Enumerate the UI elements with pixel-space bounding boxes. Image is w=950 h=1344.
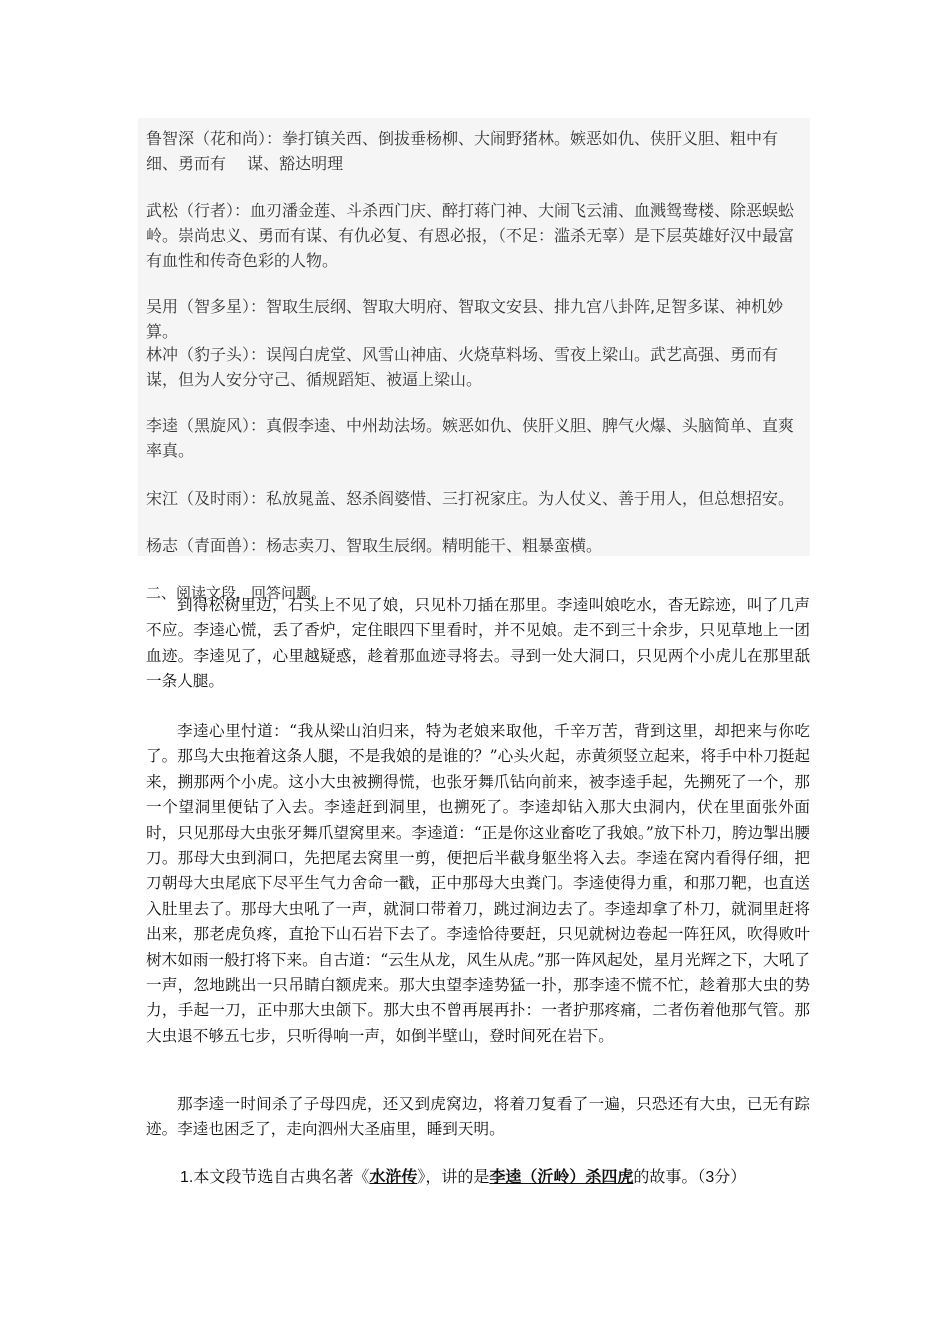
question-middle: 》，讲的是 — [417, 1169, 490, 1186]
passage-paragraph-1: 到得松树里边，石头上不见了娘，只见朴刀插在那里。李逵叫娘吃水，杳无踪迹，叫了几声不应。李逵心慌，丢了香炉，定住眼四下里看时，并不见娘。走不到三十余步，只见草地上一团血迹。李逵见了，心里越疑惑，趁着那血迹寻将去。寻到一处大洞口，只见两个小虎儿在那里舐一条人腿。 — [146, 596, 810, 691]
passage-paragraph-2: 李逵心里忖道：“我从梁山泊归来，特为老娘来取他，千辛万苦，背到这里，却把来与你吃了。那鸟大虫拖着这条人腿，不是我娘的是谁的？”心头火起，赤黄须竖立起来，将手中朴刀挺起来，搠那两个小虎。这小大虫被搠得慌，也张牙舞爪钻向前来，被李逵手起，先搠死了一个，那一个望洞里便钻了入去。李逵赶到洞里，也搠死了。李逵却钻入那大虫洞内，伏在里面张外面时，只见那母大虫张牙舞爪望窝里来。李逵道：“正是你这业畜吃了我娘。”放下朴刀，胯边掣出腰刀。那母大虫到洞口，先把尾去窝里一剪，便把后半截身躯坐将入去。李逵在窝内看得仔细，把刀朝母大虫尾底下尽平生气力舍命一戳，正中那母大虫粪门。李逵使得力重，和那刀靶，也直送入肚里去了。那母大虫吼了一声，就洞口带着刀，跳过涧边去了。李逵却拿了朴刀，就洞里赶将出来，那老虎负疼，直抢下山石岩下去了。李逵恰待要赶，只见就树边卷起一阵狂风，吹得败叶树木如雨一般打将下来。自古道：“云生从龙，风生从虎。”那一阵风起处，星月光辉之下，大吼了一声，忽地跳出一只吊睛白额虎来。那大虫望李逵势猛一扑，那李逵不慌不忙，趁着那大虫的势力，手起一刀，正中那大虫颌下。那大虫不曾再展再扑：一者护那疼痛，二者伤着他那气管。那大虫退不够五七步，只听得响一声，如倒半壁山，登时间死在岩下。 — [146, 722, 810, 1045]
passage-paragraph-3: 那李逵一时间杀了子母四虎，还又到虎窝边，将着刀复看了一遍，只恐还有大虫，已无有踪迹。李逵也困乏了，走向泗州大圣庙里，睡到天明。 — [146, 1095, 810, 1139]
character-entry-lu-zhishen: 鲁智深（花和尚）：拳打镇关西、倒拔垂杨柳、大闹野猪林。嫉恶如仇、侠肝义胆、粗中有细、勇而有 谋、豁达明理 — [146, 129, 779, 173]
question-1 — [180, 1166, 820, 1190]
question-suffix: 的故事。（3分） — [633, 1169, 747, 1186]
character-entry-yang-zhi: 杨志（青面兽）：杨志卖刀、智取生辰纲。精明能干、粗暴蛮横。 — [146, 536, 603, 555]
character-entry-wu-song: 武松（行者）：血刃潘金莲、斗杀西门庆、醉打蒋门神、大闹飞云浦、血溅鸳鸯楼、除恶蜈蚣岭。崇尚忠义、勇而有谋、有仇必复、有恩必报，（不足：滥杀无辜）是下层英雄好汉中最富有血性和传奇色彩的人物。 — [146, 201, 795, 270]
character-entry-lin-chong: 林冲（豹子头）：误闯白虎堂、风雪山神庙、火烧草料场、雪夜上梁山。武艺高强、勇而有谋，但为人安分守己、循规蹈矩、被逼上梁山。 — [146, 345, 779, 389]
section-heading: 二、阅读文段，回答问题。 — [146, 584, 327, 602]
answer-book-title: 水浒传 — [369, 1169, 418, 1186]
character-entry-wu-yong: 吴用（智多星）：智取生辰纲、智取大明府、智取文安县、排九宫八卦阵,足智多谋、神机妙算。 — [146, 297, 784, 341]
question-prefix: 1.本文段节选自古典名著《 — [180, 1169, 370, 1186]
character-entry-song-jiang: 宋江（及时雨）：私放晁盖、怒杀阎婆惜、三打祝家庄。为人仗义、善于用人，但总想招安。 — [146, 489, 795, 508]
character-entry-li-kui: 李逵（黑旋风）：真假李逵、中州劫法场。嫉恶如仇、侠肝义胆、脾气火爆、头脑简单、直爽率真。 — [146, 416, 795, 460]
answer-story-title: 李逵（沂岭）杀四虎 — [489, 1169, 634, 1186]
